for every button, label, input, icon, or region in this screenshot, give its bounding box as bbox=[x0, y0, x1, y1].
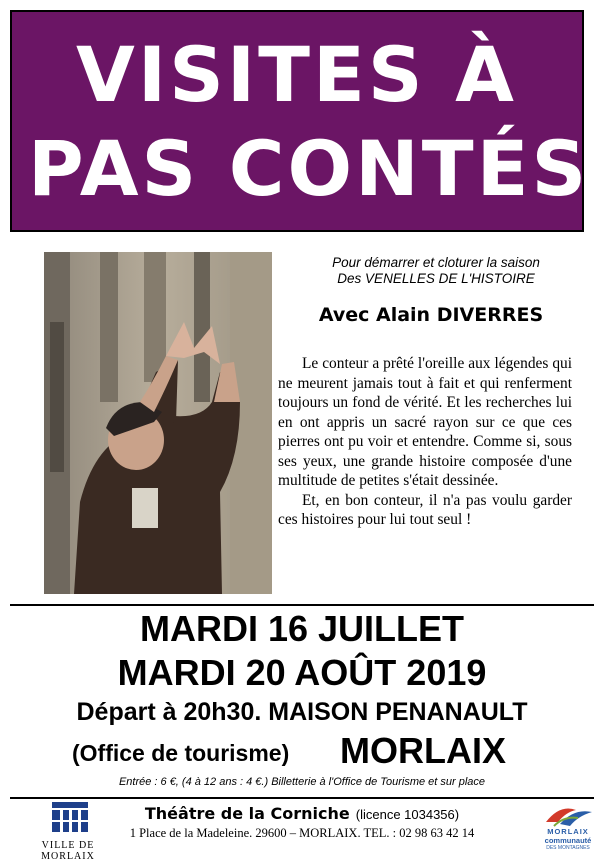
intro-text bbox=[300, 255, 572, 287]
presenter-name: Avec Alain DIVERRES bbox=[318, 304, 544, 326]
date-2: MARDI 20 AOÛT 2019 bbox=[117, 652, 487, 693]
bio-paragraph-1: Le conteur a prêté l'oreille aux légendes qui ne meurent jamais tout à fait et qui renferment toujours un fond de vérité. Et les recherches lui en ont appris un sacré rayon sur ce que ces pierres ont pu voir et entendre. Comme si, sous ses yeux, une grande histoire composée d'une multitude de petites s'était dessinée. bbox=[278, 355, 572, 489]
divider-top bbox=[10, 604, 594, 606]
city-name: MORLAIX bbox=[340, 730, 506, 771]
title-banner bbox=[10, 10, 590, 232]
mc-logo-line-3: DES MONTAGNES bbox=[546, 845, 590, 851]
ville-logo-text: VILLE DE MORLAIX bbox=[41, 840, 95, 862]
theatre-line bbox=[0, 804, 604, 824]
intro-line-1: Pour démarrer et cloturer la saison bbox=[332, 255, 540, 270]
theatre-name: Théâtre de la Corniche bbox=[144, 804, 350, 823]
theatre-address: 1 Place de la Madeleine. 29600 – MORLAIX. TEL. : 02 98 63 42 14 bbox=[129, 826, 475, 840]
entry-price: Entrée : 6 €, (4 à 12 ans : 4 €.) Billetterie à l'Office de Tourisme et sur place bbox=[118, 776, 486, 788]
intro-line-2: Des VENELLES DE L'HISTOIRE bbox=[337, 271, 535, 286]
departure-info: Départ à 20h30. MAISON PENANAULT bbox=[76, 698, 528, 726]
mc-logo-line-1: MORLAIX bbox=[547, 827, 589, 836]
date-1: MARDI 16 JUILLET bbox=[139, 608, 465, 649]
theatre-licence: (licence 1034356) bbox=[355, 807, 460, 822]
mc-logo-line-2: communauté bbox=[544, 836, 592, 845]
office-label: (Office de tourisme) bbox=[72, 740, 290, 766]
divider-bottom bbox=[10, 797, 594, 799]
storyteller-photo bbox=[44, 252, 272, 594]
bio-paragraph-2: Et, en bon conteur, il n'a pas voulu garder ces histoires pour lui tout seul ! bbox=[278, 491, 572, 528]
bio-text bbox=[278, 354, 572, 530]
title-line-1: VISITES À bbox=[76, 30, 517, 119]
title-line-2: PAS CONTÉS bbox=[28, 124, 590, 213]
